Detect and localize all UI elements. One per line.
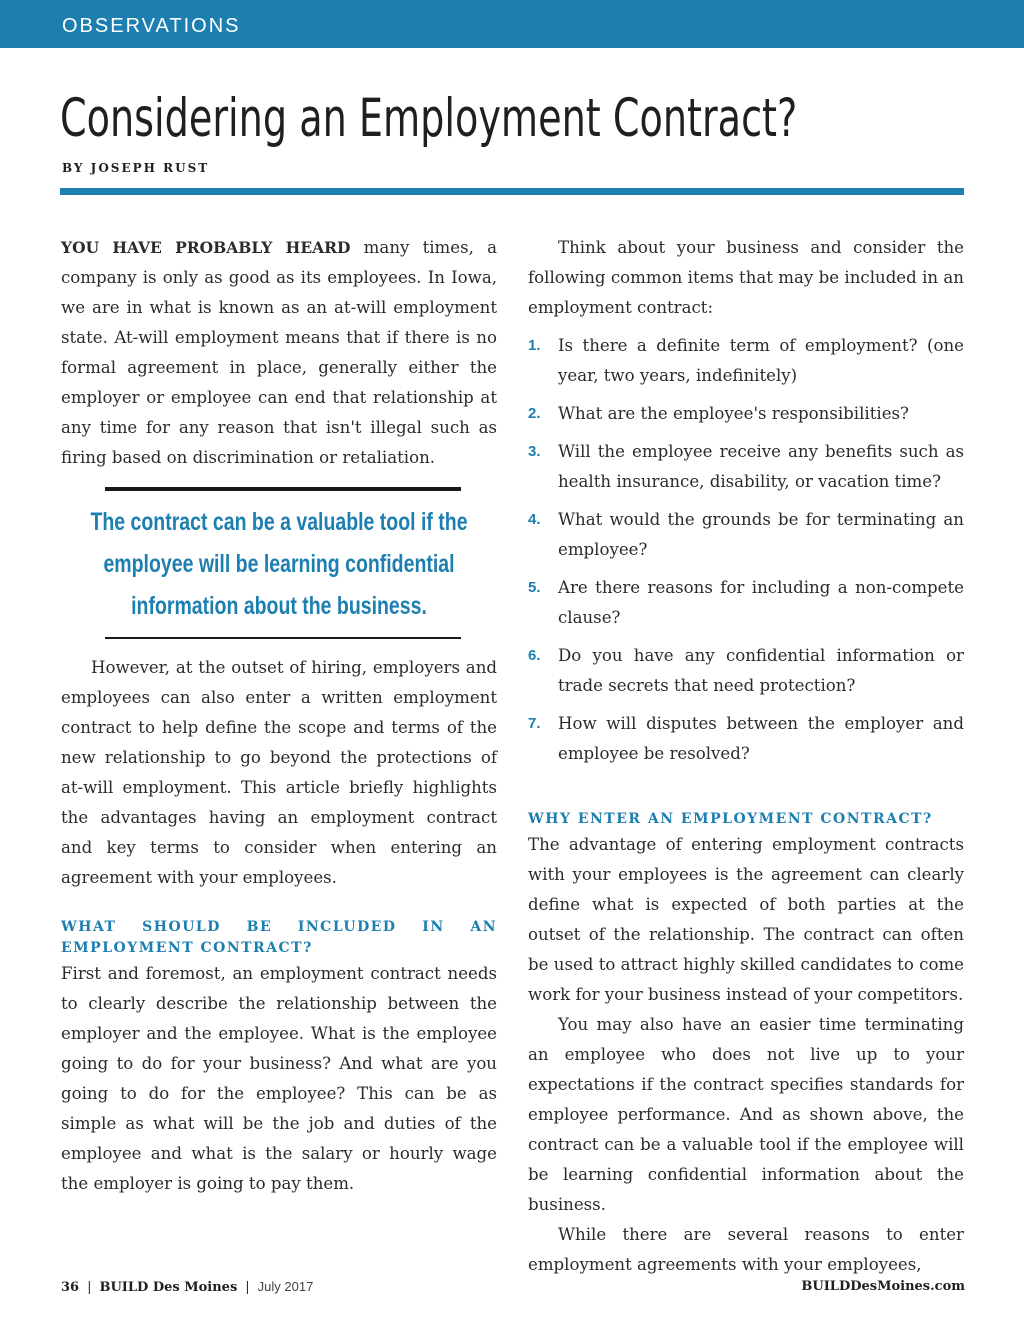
list-item-text: What would the grounds be for terminating an employee? bbox=[558, 510, 964, 559]
list-item-number: 5. bbox=[528, 579, 541, 596]
list-item-number: 2. bbox=[528, 405, 541, 422]
intro-text: many times, a company is only as good as its employees. In Iowa, we are in what is known as an at-will employment state. At-will employment means that if there is no formal agreement in place, generally either the employer or employee can end that relationship at any time for any reason that isn't illegal such as firing based on discrimination or retaliation. bbox=[61, 238, 497, 467]
items-list bbox=[528, 331, 964, 769]
section-header-bar bbox=[0, 0, 1024, 48]
byline: BY JOSEPH RUST bbox=[62, 161, 210, 175]
paragraph-first-and-foremost: First and foremost, an employment contract needs to clearly describe the relationship between the employer and the employee. What is the employee going to do for your business? And what are you going to do for the employee? This can be as simple as what will be the job and duties of the employee and what is the salary or hourly wage the employer is going to pay them. bbox=[61, 964, 497, 1193]
list-item bbox=[528, 709, 964, 769]
list-item bbox=[528, 573, 964, 633]
paragraph-think-about: Think about your business and consider the following common items that may be included in an employment contract: bbox=[528, 238, 964, 317]
list-item-text: Will the employee receive any benefits such as health insurance, disability, or vacation time? bbox=[558, 442, 964, 491]
article-title: Considering an Employment Contract? bbox=[60, 88, 798, 149]
paragraph-advantage: The advantage of entering employment contracts with your employees is the agreement can clearly define what is expected of both parties at the outset of the relationship. The contract can often be used to attract highly skilled candidates to come work for your business instead of your competitors. bbox=[528, 835, 964, 1004]
list-item-text: How will disputes between the employer and employee be resolved? bbox=[558, 714, 964, 763]
footer-separator: | bbox=[87, 1280, 92, 1295]
heading-what-included: WHAT SHOULD BE INCLUDED IN AN EMPLOYMENT CONTRACT? bbox=[61, 919, 497, 956]
pull-quote: The contract can be a valuable tool if the employee will be learning confidential information about the business. bbox=[90, 508, 468, 620]
paragraph-terminating: You may also have an easier time terminating an employee who does not live up to your expectations if the contract specifies standards for employee performance. And as shown above, the contract can be a valuable tool if the employee will be learning confidential information about the business. bbox=[528, 1015, 964, 1214]
list-item bbox=[528, 437, 964, 497]
footer-separator: | bbox=[245, 1280, 250, 1295]
publication-name: BUILD Des Moines bbox=[99, 1280, 238, 1295]
list-item-number: 1. bbox=[528, 337, 541, 354]
list-item-number: 3. bbox=[528, 443, 541, 460]
list-item bbox=[528, 399, 964, 429]
website: BUILDDesMoines.com bbox=[801, 1279, 965, 1294]
intro-paragraph bbox=[61, 233, 497, 473]
page-number: 36 bbox=[61, 1280, 80, 1295]
pull-quote-top-rule bbox=[105, 487, 461, 491]
list-item-number: 7. bbox=[528, 715, 541, 732]
paragraph-outset: However, at the outset of hiring, employers and employees can also enter a written employment contract to help define the scope and terms of the new relationship to go beyond the protections of at-will employment. This article briefly highlights the advantages having an employment contract and key terms to consider when entering an agreement with your employees. bbox=[61, 658, 497, 887]
heading-why-enter: WHY ENTER AN EMPLOYMENT CONTRACT? bbox=[528, 811, 933, 827]
issue-date: July 2017 bbox=[257, 1279, 314, 1294]
paragraph-while: While there are several reasons to enter employment agreements with your employees, bbox=[528, 1225, 964, 1274]
left-column bbox=[61, 233, 497, 1199]
list-item-text: What are the employee's responsibilities? bbox=[558, 404, 909, 423]
page-footer bbox=[61, 1279, 965, 1295]
list-item-text: Do you have any confidential information or trade secrets that need protection? bbox=[558, 646, 964, 695]
list-item-number: 6. bbox=[528, 647, 541, 664]
list-item-number: 4. bbox=[528, 511, 541, 528]
list-item-text: Is there a definite term of employment? (one year, two years, indefinitely) bbox=[558, 336, 964, 385]
list-item bbox=[528, 641, 964, 701]
title-divider bbox=[60, 188, 964, 195]
list-item bbox=[528, 331, 964, 391]
right-column bbox=[528, 233, 964, 1280]
list-item-text: Are there reasons for including a non-compete clause? bbox=[558, 578, 964, 627]
section-label: OBSERVATIONS bbox=[62, 15, 241, 37]
lead-in: YOU HAVE PROBABLY HEARD bbox=[61, 238, 351, 257]
list-item bbox=[528, 505, 964, 565]
